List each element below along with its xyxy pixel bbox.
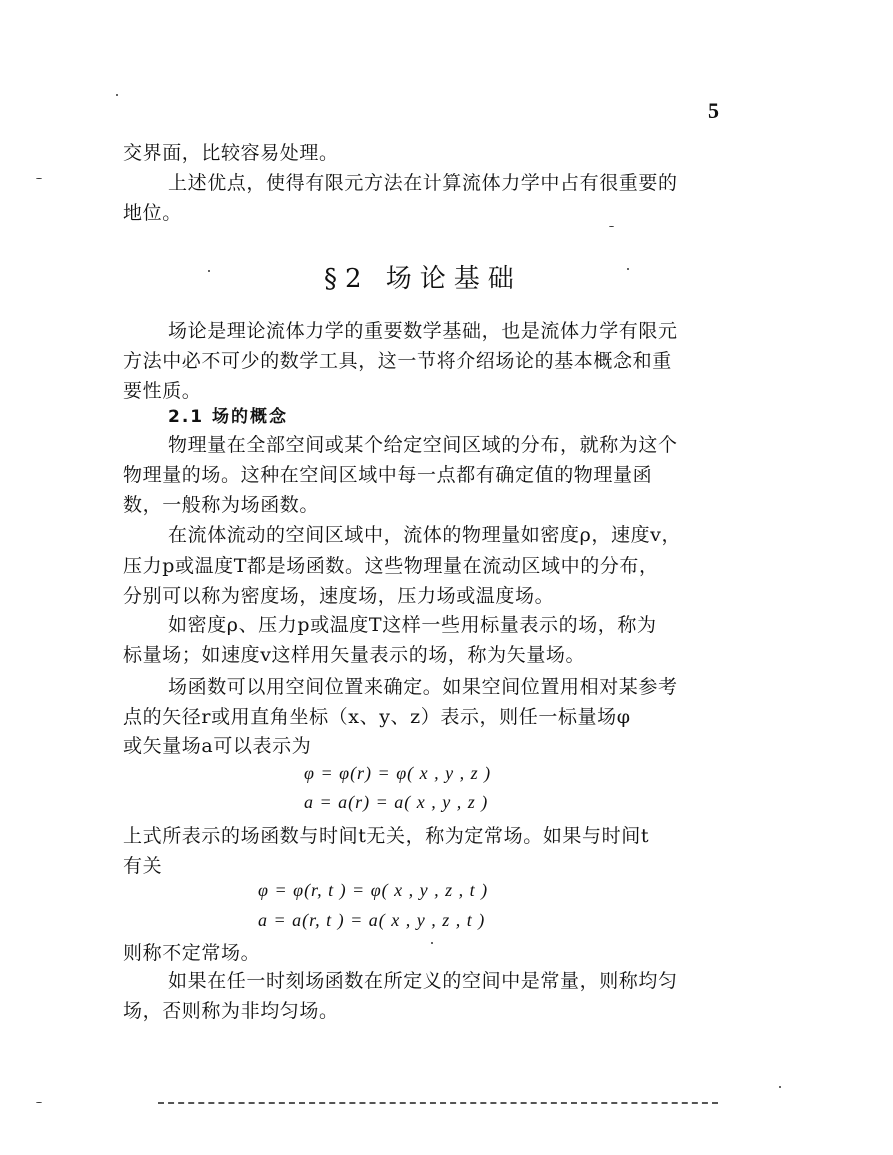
page-number: 5: [708, 98, 719, 123]
para7-line-1: 如果在任一时刻场函数在所定义的空间中是常量，则称均匀: [168, 970, 678, 992]
subsection-title: 2.1 场的概念: [168, 407, 289, 427]
para3-line-1: 如密度ρ、压力p或温度T这样一些用标量表示的场，称为: [168, 614, 657, 636]
para6-line-1: 则称不定常场。: [123, 942, 261, 964]
scan-speck: [36, 1102, 42, 1103]
para5-line-2: 有关: [123, 855, 163, 877]
para4-line-2: 点的矢径r或用直角坐标（x、y、z）表示，则任一标量场φ: [123, 706, 631, 728]
para4-line-1: 场函数可以用空间位置来确定。如果空间位置用相对某参考: [168, 676, 678, 698]
formula-scalar-unsteady: φ = φ(r, t ) = φ( x , y , z , t ): [258, 880, 489, 900]
scan-speck: [609, 226, 614, 227]
scan-speck: [779, 1086, 781, 1088]
intro-line-3: 要性质。: [123, 380, 202, 402]
scan-speck: [431, 942, 433, 944]
para7-line-2: 场，否则称为非均匀场。: [123, 1000, 339, 1022]
top-line-1: 交界面，比较容易处理。: [123, 142, 339, 164]
bottom-rule: [158, 1102, 718, 1104]
formula-vector-unsteady: a = a(r, t ) = a( x , y , z , t ): [258, 910, 486, 930]
intro-line-1: 场论是理论流体力学的重要数学基础，也是流体力学有限元: [168, 320, 678, 342]
para1-line-1: 物理量在全部空间或某个给定空间区域的分布，就称为这个: [168, 434, 678, 456]
scan-speck: [627, 268, 629, 270]
formula-vector-static: a = a(r) = a( x , y , z ): [304, 792, 489, 812]
scan-speck: [36, 178, 42, 179]
para2-line-2: 压力p或温度T都是场函数。这些物理量在流动区域中的分布，: [123, 555, 659, 577]
para2-line-1: 在流体流动的空间区域中，流体的物理量如密度ρ，速度v，: [168, 524, 682, 546]
intro-line-2: 方法中必不可少的数学工具，这一节将介绍场论的基本概念和重: [123, 350, 672, 372]
para2-line-3: 分别可以称为密度场，速度场，压力场或温度场。: [123, 585, 555, 607]
top-line-3: 地位。: [123, 202, 182, 224]
scan-speck: [116, 94, 118, 96]
para1-line-3: 数，一般称为场函数。: [123, 494, 320, 516]
para1-line-2: 物理量的场。这种在空间区域中每一点都有确定值的物理量函: [123, 464, 653, 486]
formula-scalar-static: φ = φ(r) = φ( x , y , z ): [304, 763, 492, 783]
para4-line-3: 或矢量场a可以表示为: [123, 735, 312, 757]
scan-speck: [208, 270, 210, 272]
top-line-2: 上述优点，使得有限元方法在计算流体力学中占有很重要的: [168, 172, 678, 194]
para3-line-2: 标量场；如速度v这样用矢量表示的场，称为矢量场。: [123, 644, 586, 666]
section-heading: §2 场论基础: [324, 264, 522, 294]
para5-line-1: 上式所表示的场函数与时间t无关，称为定常场。如果与时间t: [123, 825, 650, 847]
